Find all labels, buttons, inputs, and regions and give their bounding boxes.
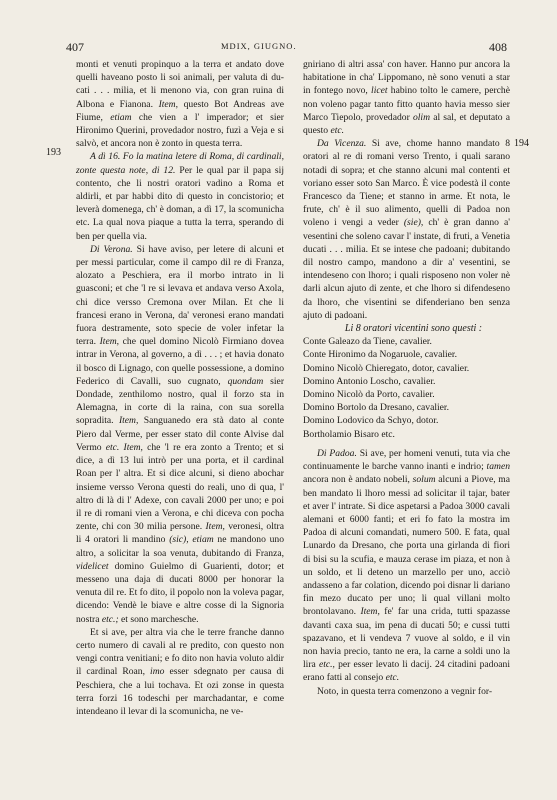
page-header [66, 40, 507, 54]
list-item: Domino Nicolò da Porto, cavalier. [303, 389, 435, 401]
left-column [76, 58, 284, 718]
list-item: Domino Nicolò Chieregato, dotor, cavalier. [303, 362, 470, 374]
right-column [303, 58, 510, 698]
running-head: MDIX, GIUGNO. [221, 41, 297, 51]
entry-date: A dì 16. Fo la matina letere di Roma, di cardinali, zonte questa note, di 12. [76, 151, 284, 176]
place-heading: Da Vicenza. [317, 138, 367, 150]
list-title: Li 8 oratori vicentini sono questi : [344, 323, 483, 335]
list-item: Bortholamio Bisaro etc. [303, 428, 395, 440]
place-heading: Di Verona. [90, 243, 133, 255]
paragraph: Di Padoa. Si ave, per homeni venuti, tuta via che continuamente le barche vanno inanti e indrio; tamen ancora non è andato nobeli, solum alcuni a Piove, ma ben mandato li lhoro messi ad solicitar il tajar, bater et aver l' intrate. Si dice aspetarsi a Padoa 3000 cavali alemani et 6000 fanti; et eri fo fato la mostra im Padoa di alcuni comandati, numero 500. E fata, qual Lunardo da Dresano, che porta una girlanda di fiori di bisi su la scufia, e mauza cerase im piaza, et non à un soldo, et li deteno un marzello per uno, acciò andasseno a far colation, dicendo poi disnar li dariano fin mezo ducato per uno; li qual villani molto brontolavano. Item, fe' far una crida, tutti spazasse davanti caxa sua, im pena di ducati 50; e cussi tutti spazavano, et li vendeva 7 vuove al soldo, e il vin non havia precio, tanto ne era, la carne a soldi uno la lira etc., per esser levato li dacij. 24 citadini padoani erano fatti al consejo etc. [303, 447, 511, 684]
margin-number-right: 194 [514, 138, 529, 149]
paragraph: gniriano di altri assa' con haver. Hanno pur ancora la habitatione in cha' Lippomano, nè sono venuti a star in fontego novo, licet habino tolto le camere, perchè non voleno pagar tanto fitto quanto havia messo sier Marco Tiepolo, provedador olim al sal, et deputato a questo etc. [303, 59, 511, 137]
list-item: Domino Bortolo da Dresano, cavalier. [303, 402, 449, 414]
paragraph: Da Vicenza. Si ave, chome hanno mandato 8 oratori al re di romani verso Trento, i quali sarano notadi di sopra; et che stanno alcuni mal contenti et voriano esser soto San Marco. È vice podestà il conte Francesco da Tiene; et stanno in arme. Et nota, le frute, ch' è il suo alimento, quelli di Padoa non voleno i vengi a veder (sie), ch' è gran danno a' vesentini che soleno cavar l' instate, di fruti, a Venetia ducati . . . milia. Et se intese che padoani; dubitando dil nostro campo, mandono a dir a' vesentini, se intendeseno con lhoro; i quali risposeno non voler nè darli alcun ajuto di zente, et che lhoro si difendeseno da lhoro, che visentini se difenderiano ben senza ajuto di padoani. [303, 138, 511, 321]
paragraph: Et si ave, per altra via che le terre franche danno certo numero di cavali al re predito, con questo non vengi contra venitiani; e fo dito non havia voluto aldir il cardinal Roan, imo esser sdegnato per causa di Peschiera, che a lui tochava. Et ozi zonse in questa terra forzi 16 todeschi per marchadantar, e come intendeano il levar di la scomunicha, ne ve- [76, 626, 285, 717]
list-item: Domino Antonio Loscho, cavalier. [303, 375, 436, 387]
place-heading: Di Padoa. [317, 447, 357, 459]
oratori-list [303, 335, 510, 441]
paragraph: Di Verona. Si have aviso, per letere di alcuni et per messi particular, come il campo dil re di Franza, alozato a Peschiera, era il morbo intrato in li guasconi; et che 'l re si levava et andava verso Axola, chi dice versso Cremona over Milan. Et che li francesi erano in Verona, da' veronesi erano mandati fuora destramente, soto specie de voler infetar la terra. Item, che quel domino Nicolò Firmiano dovea intrar in Verona, al governo, a dì . . . ; et havia donato il bosco di Lignago, con quelle possessione, a domino Federico di Cavalli, suo cugnato, quondam sier Dondade, zenthilomo nostro, qual il forzo sta in Alemagna, in corte di la raina, con sua sorella sopradita. Item, Sanguanedo era stà dato al conte Piero dal Verme, per esser stato dil conte Alvise dal Vermo etc. Item, che 'l re era zonto a Trento; et si dice, a dì 13 lui intrò per una porta, et il cardinal Roan per l' altra. Et si dice alcuni, si dieno abochar insieme versso Verona questi do reali, uno di qua, l' altro di là di l' Adexe, con cavali 2000 per uno; e poi il re di romani vien a Verona, e chi diceva con pocha zente, chi con 30 milia persone. Item, veronesi, oltra li 4 oratori li mandino (sic), etiam ne mandono uno altro, a solicitar la soa venuta, dubitando di Franza, videlicet domino Guielmo di Guarienti, dotor; et messeno una daja di ducati 8000 per honorar la venuta dil re. Et fo dito, il popolo non la voleva pagar, dicendo: Vendè le biave e altre cosse di la Signoria nostra etc.; et sono marchesche. [76, 243, 285, 625]
list-item: Conte Hironimo da Nogaruole, cavalier. [303, 349, 457, 361]
page-number-left: 407 [66, 40, 84, 54]
margin-number-left: 193 [46, 147, 61, 158]
list-item: Conte Galeazo da Tiene, cavalier. [303, 336, 432, 348]
paragraph: A dì 16. Fo la matina letere di Roma, di cardinali, zonte questa note, di 12. Per le qual par il papa sij contento, che li nostri oratori vadino a Roma et aldirli, et par habbi dito di questo in concistorio; et leverà domenega, ch' è doman, a dì 17, la scomunicha etc. La qual nova piaque a tutta la terra, sperando di ben per quella via. [76, 151, 284, 242]
list-item: Domino Lodovico da Schyo, dotor. [303, 415, 439, 427]
page-number-right: 408 [489, 40, 507, 54]
paragraph: monti et venuti propinquo a la terra et andato dove quelli haveano posto li soi animali, per valuta di du-cati . . . milia, et li menono via, con gran ruina di Albona e Fianona. Item, questo Bot Andreas ave Fiume, etiam che vien a l' imperador; et sier Hironimo Querini, provedador nostro, fuzì a Veja e si salvò, et ancora non è zonto in questa terra. [76, 59, 285, 150]
paragraph: Noto, in questa terra comenzono a vegnir for- [317, 685, 493, 697]
